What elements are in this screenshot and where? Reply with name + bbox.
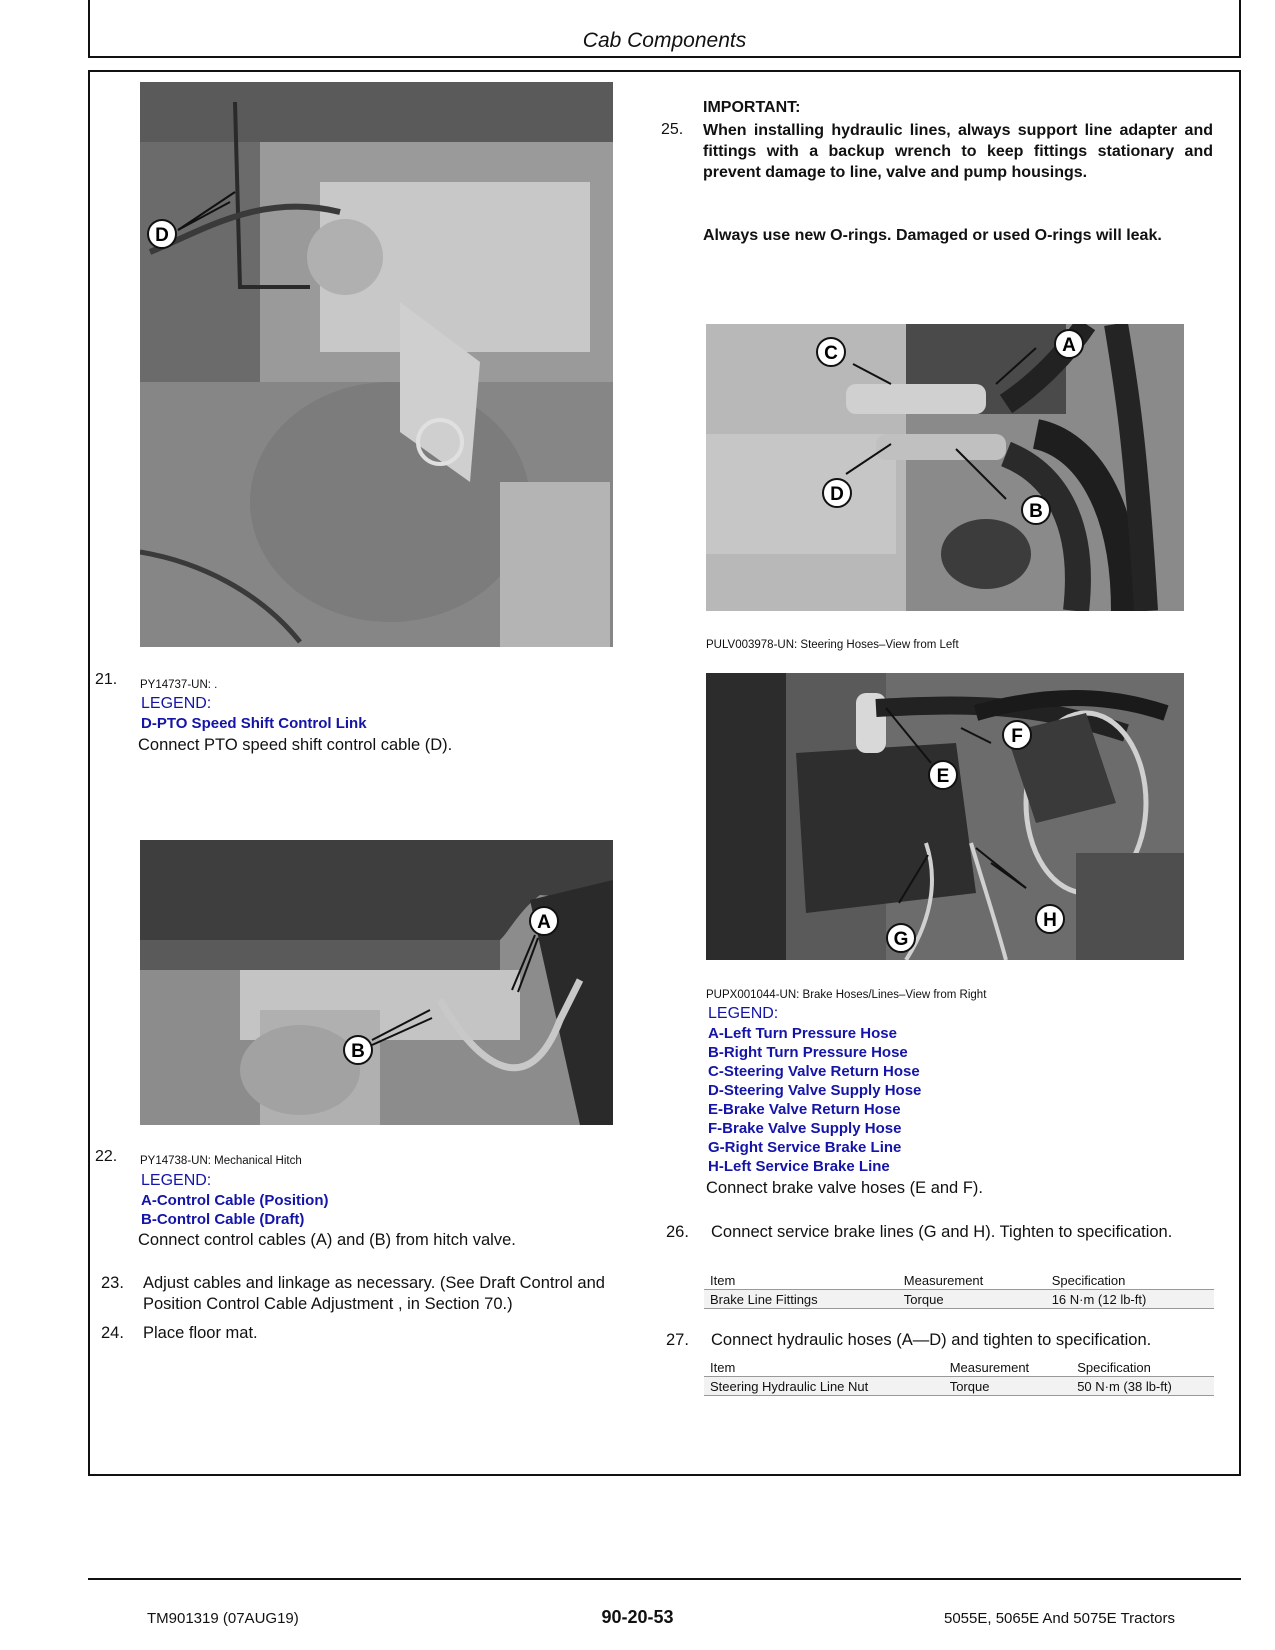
pto-photo xyxy=(140,82,613,647)
brake-legend-item-g: G-Right Service Brake Line xyxy=(708,1139,902,1156)
step-26-text: Connect service brake lines (G and H). Tighten to specification. xyxy=(711,1223,1173,1241)
brake-text: Connect brake valve hoses (E and F). xyxy=(706,1179,983,1197)
brake-legend-item-a: A-Left Turn Pressure Hose xyxy=(708,1025,897,1042)
callout-h-brake: H xyxy=(1043,910,1057,931)
callout-a-hitch: A xyxy=(537,912,551,933)
page-title: Cab Components xyxy=(582,29,747,52)
footer-rule xyxy=(88,1578,1241,1580)
callout-g-brake: G xyxy=(893,929,909,950)
spec-cell-item: Brake Line Fittings xyxy=(704,1290,898,1309)
callout-b-hitch: B xyxy=(351,1041,365,1062)
spec-cell-specification: 16 N·m (12 lb-ft) xyxy=(1046,1290,1214,1309)
important-text-2: Always use new O-rings. Damaged or used O-rings will leak. xyxy=(703,227,1162,244)
step-22-text: Connect control cables (A) and (B) from hitch valve. xyxy=(138,1231,516,1249)
footer-product: 5055E, 5065E And 5075E Tractors xyxy=(944,1610,1175,1627)
footer-page-number: 90-20-53 xyxy=(601,1607,674,1627)
step-22-legend-title: LEGEND: xyxy=(141,1172,212,1189)
spec-cell-item: Steering Hydraulic Line Nut xyxy=(704,1377,944,1396)
spec-cell-measurement: Torque xyxy=(944,1377,1072,1396)
step-22-caption: PY14738-UN: Mechanical Hitch xyxy=(140,1155,302,1167)
step-27-text: Connect hydraulic hoses (A—D) and tighten to specification. xyxy=(711,1331,1152,1349)
step-22-number: 22. xyxy=(95,1148,118,1165)
brake-legend-item-f: F-Brake Valve Supply Hose xyxy=(708,1120,902,1137)
spec-header-item: Item xyxy=(704,1271,898,1290)
step-21-text: Connect PTO speed shift control cable (D). xyxy=(138,736,453,754)
callout-d-steering: D xyxy=(830,484,844,505)
callout-b-steering: B xyxy=(1029,501,1043,522)
spec-header-specification: Specification xyxy=(1046,1271,1214,1290)
callout-d-pto: D xyxy=(155,225,169,246)
callout-e-brake: E xyxy=(936,766,950,787)
important-title: IMPORTANT: xyxy=(703,99,801,116)
hitch-photo xyxy=(140,840,613,1125)
callout-f-brake: F xyxy=(1011,726,1023,747)
brake-legend-title: LEGEND: xyxy=(708,1005,779,1022)
step-25-number: 25. xyxy=(661,121,684,138)
step-21-number: 21. xyxy=(95,671,118,688)
step-26-spec-table xyxy=(704,1271,1214,1309)
important-text-1: When installing hydraulic lines, always support line adapter and fittings with a backup wrench to keep fittings stationary and prevent damage to line, valve and pump housings. xyxy=(703,122,1213,181)
brake-caption: PUPX001044-UN: Brake Hoses/Lines–View from Right xyxy=(706,989,987,1001)
spec-header-measurement: Measurement xyxy=(898,1271,1046,1290)
spec-header-specification: Specification xyxy=(1071,1358,1214,1377)
step-24-text: Place floor mat. xyxy=(143,1324,258,1342)
footer-doc-id: TM901319 (07AUG19) xyxy=(147,1610,299,1627)
step-27-spec-table xyxy=(704,1358,1214,1396)
step-26-number: 26. xyxy=(666,1223,689,1241)
spec-cell-measurement: Torque xyxy=(898,1290,1046,1309)
callout-c-steering: C xyxy=(824,343,838,364)
step-24-number: 24. xyxy=(101,1324,124,1342)
step-21-caption: PY14737-UN: . xyxy=(140,679,218,691)
spec-header-measurement: Measurement xyxy=(944,1358,1072,1377)
step-22-legend-item-a: A-Control Cable (Position) xyxy=(141,1192,329,1209)
brake-legend-item-e: E-Brake Valve Return Hose xyxy=(708,1101,901,1118)
spec-header-item: Item xyxy=(704,1358,944,1377)
page-header xyxy=(88,0,1241,58)
table-row xyxy=(704,1290,1214,1309)
step-21-legend-title: LEGEND: xyxy=(141,695,212,712)
step-22-legend-item-b: B-Control Cable (Draft) xyxy=(141,1211,305,1228)
step-23-text: Adjust cables and linkage as necessary. (See Draft Control and Position Control Cable Adjustment , in Section 70.) xyxy=(143,1274,605,1313)
brake-legend-item-c: C-Steering Valve Return Hose xyxy=(708,1063,920,1080)
step-27-number: 27. xyxy=(666,1331,689,1349)
steering-caption: PULV003978-UN: Steering Hoses–View from Left xyxy=(706,639,959,651)
brake-photo xyxy=(706,673,1184,960)
step-23-number: 23. xyxy=(101,1274,124,1292)
brake-legend-item-d: D-Steering Valve Supply Hose xyxy=(708,1082,922,1099)
spec-cell-specification: 50 N·m (38 lb-ft) xyxy=(1071,1377,1214,1396)
brake-legend-item-h: H-Left Service Brake Line xyxy=(708,1158,890,1175)
step-21-legend-item: D-PTO Speed Shift Control Link xyxy=(141,715,367,732)
steering-photo xyxy=(706,324,1184,611)
table-row xyxy=(704,1377,1214,1396)
brake-legend-item-b: B-Right Turn Pressure Hose xyxy=(708,1044,908,1061)
callout-a-steering: A xyxy=(1062,335,1076,356)
